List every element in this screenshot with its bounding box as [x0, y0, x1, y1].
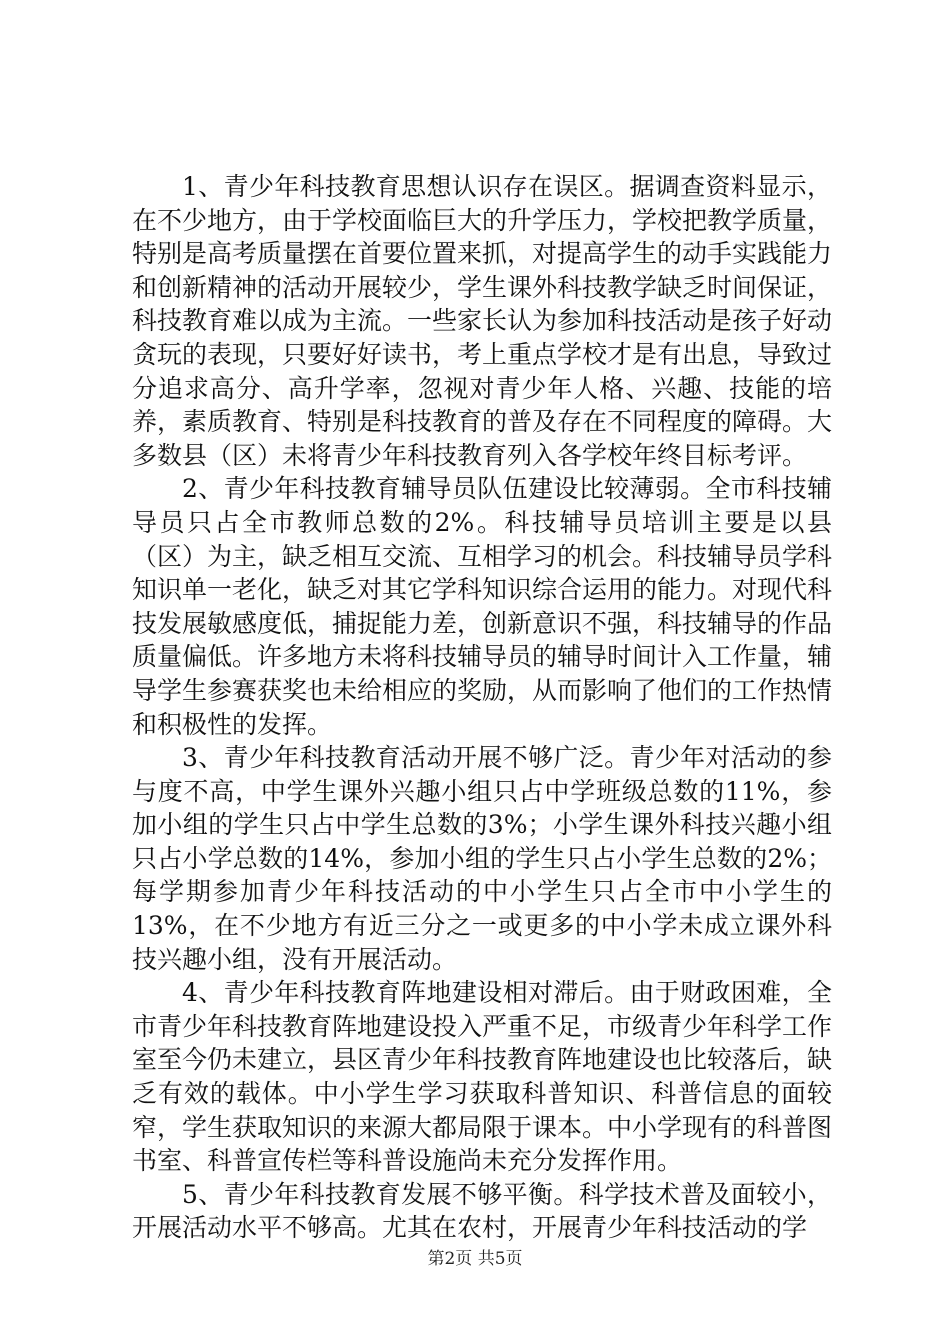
paragraph-5: 5、青少年科技教育发展不够平衡。科学技术普及面较小，开展活动水平不够高。尤其在农村，开展青少年科技活动的学 [132, 1179, 832, 1243]
paragraph-3: 3、青少年科技教育活动开展不够广泛。青少年对活动的参与度不高，中学生课外兴趣小组只占中学班级总数的11%，参加小组的学生只占中学生总数的3%；小学生课外科技兴趣小组只占小学总数的14%，参加小组的学生只占小学生总数的2%；每学期参加青少年科技活动的中小学生只占全市中小学生的13%，在不少地方有近三分之一或更多的中小学未成立课外科技兴趣小组，没有开展活动。 [132, 743, 832, 974]
paragraph-1: 1、青少年科技教育思想认识存在误区。据调查资料显示，在不少地方，由于学校面临巨大的升学压力，学校把教学质量，特别是高考质量摆在首要位置来抓，对提高学生的动手实践能力和创新精神的活动开展较少，学生课外科技教学缺乏时间保证，科技教育难以成为主流。一些家长认为参加科技活动是孩子好动贪玩的表现，只要好好读书，考上重点学校才是有出息，导致过分追求高分、高升学率，忽视对青少年人格、兴趣、技能的培养，素质教育、特别是科技教育的普及存在不同程度的障碍。大多数县（区）未将青少年科技教育列入各学校年终目标考评。 [132, 172, 833, 470]
document-body [132, 170, 832, 1245]
paragraph-2: 2、青少年科技教育辅导员队伍建设比较薄弱。全市科技辅导员只占全市教师总数的2%。科技辅导员培训主要是以县（区）为主，缺乏相互交流、互相学习的机会。科技辅导员学科知识单一老化，缺乏对其它学科知识综合运用的能力。对现代科技发展敏感度低，捕捉能力差，创新意识不强，科技辅导的作品质量偏低。许多地方未将科技辅导员的辅导时间计入工作量，辅导学生参赛获奖也未给相应的奖励，从而影响了他们的工作热情和积极性的发挥。 [132, 474, 833, 739]
paragraph-4: 4、青少年科技教育阵地建设相对滞后。由于财政困难，全市青少年科技教育阵地建设投入严重不足，市级青少年科学工作室至今仍未建立，县区青少年科技教育阵地建设也比较落后，缺乏有效的载体。中小学生学习获取科普知识、科普信息的面较窄，学生获取知识的来源大都局限于课本。中小学现有的科普图书室、科普宣传栏等科普设施尚未充分发挥作用。 [132, 978, 833, 1176]
page-footer: 第2页 共5页 [427, 1249, 523, 1269]
